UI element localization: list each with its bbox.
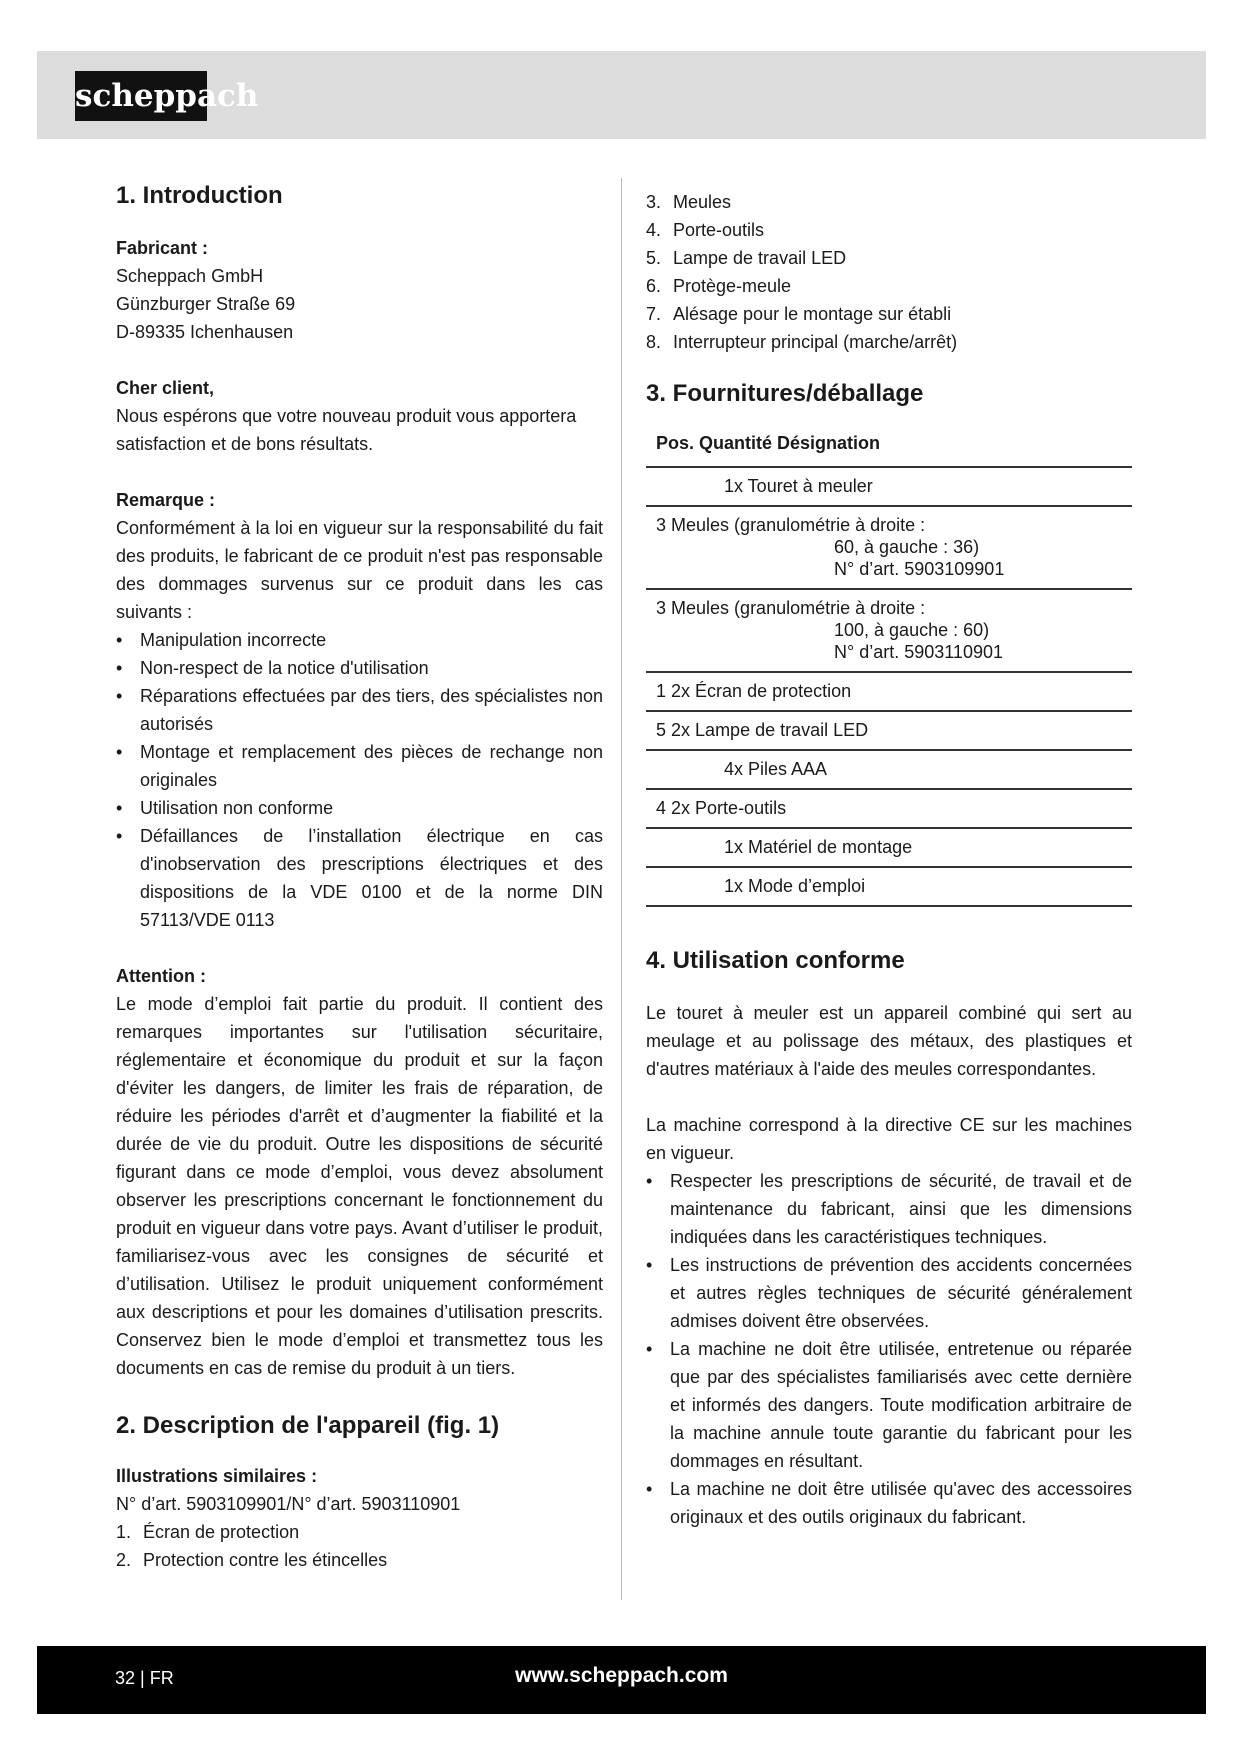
- table-header: Pos. Quantité Désignation: [646, 428, 1132, 468]
- section-title-intended-use: 4. Utilisation conforme: [646, 947, 905, 974]
- list-item: • Montage et remplacement des pièces de rechange non originales: [116, 742, 603, 790]
- list-item: 5. Lampe de travail LED: [646, 248, 847, 268]
- list-item: • La machine ne doit être utilisée qu'avec des accessoires originaux et des outils originaux du fabricant.: [646, 1479, 1132, 1527]
- table-row: 1x Mode d’emploi: [646, 868, 1132, 907]
- table-row: 3 Meules (granulométrie à droite : 100, à gauche : 60) N° d’art. 5903110901: [646, 590, 1132, 673]
- attention-text: Le mode d’emploi fait partie du produit. Il contient des remarques importantes sur l'utilisation sécuritaire, réglementaire et économique du produit et sur la façon d'éviter les dangers, de limiter les frais de réparation, de réduire les périodes d'arrêt et d’augmenter la fiabilité et la durée de vie du produit. Outre les dispositions de sécurité figurant dans ce mode d’emploi, vous devez absolument observer les prescriptions concernant le fonctionnement du produit en vigueur dans votre pays. Avant d’utiliser le produit, familiarisez-vous avec les consignes de sécurité et d’utilisation. Utilisez le produit uniquement conformément aux descriptions et pour les domaines d’utilisation prescrits. Conservez bien le mode d’emploi et transmettez tous les documents en cas de remise du produit à un tiers.: [116, 994, 603, 1378]
- table-row: 1x Touret à meuler: [646, 468, 1132, 507]
- list-item: 7. Alésage pour le montage sur établi: [646, 304, 952, 324]
- attention-label: Attention :: [116, 966, 206, 986]
- table-row: 1x Matériel de montage: [646, 829, 1132, 868]
- table-row: 3 Meules (granulométrie à droite : 60, à gauche : 36) N° d’art. 5903109901: [646, 507, 1132, 590]
- right-column: [646, 188, 1132, 1531]
- remark-text: Conformément à la loi en vigueur sur la responsabilité du fait des produits, le fabricant de ce produit n'est pas responsable des dommages survenus sur ce produit dans les cas suivants :: [116, 518, 603, 622]
- description-list-continued: [646, 188, 1132, 356]
- list-item: • Utilisation non conforme: [116, 798, 334, 818]
- list-item: 1. Écran de protection: [116, 1522, 300, 1542]
- list-item: • Non-respect de la notice d'utilisation: [116, 658, 429, 678]
- dear-customer-text: Nous espérons que votre nouveau produit vous apportera satisfaction et de bons résultats.: [116, 406, 577, 454]
- section-title-description: 2. Description de l'appareil (fig. 1): [116, 1412, 500, 1439]
- table-row: 4x Piles AAA: [646, 751, 1132, 790]
- supply-table: [646, 428, 1132, 907]
- manufacturer-line: Günzburger Straße 69: [116, 294, 296, 314]
- page-footer: [37, 1646, 1206, 1714]
- page-number: 32 | FR: [115, 1668, 174, 1688]
- list-item: • Respecter les prescriptions de sécurité, de travail et de maintenance du fabricant, ainsi que les dimensions indiquées dans les caractéristiques techniques.: [646, 1171, 1132, 1247]
- list-item: 6. Protège-meule: [646, 276, 792, 296]
- list-item: • Les instructions de prévention des accidents concernées et autres règles techniques de sécurité généralement admises doivent être observées.: [646, 1255, 1132, 1331]
- column-divider: [621, 178, 622, 1600]
- table-row: 5 2x Lampe de travail LED: [646, 712, 1132, 751]
- description-list: [116, 1518, 603, 1574]
- directive-text: La machine correspond à la directive CE sur les machines en vigueur.: [646, 1115, 1132, 1163]
- list-item: • La machine ne doit être utilisée, entretenue ou réparée que par des spécialistes familiarisés avec cette dernière et informés des dangers. Toute modification arbitraire de la machine annule toute garantie du fabricant pour les dommages en résultant.: [646, 1339, 1132, 1471]
- table-row: 4 2x Porte-outils: [646, 790, 1132, 829]
- article-numbers: N° d’art. 5903109901/N° d’art. 5903110901: [116, 1494, 461, 1514]
- intended-use-text: Le touret à meuler est un appareil combiné qui sert au meulage et au polissage des métaux, des plastiques et d'autres matériaux à l'aide des meules correspondantes.: [646, 1003, 1132, 1079]
- scheppach-logo: scheppach: [75, 71, 207, 121]
- list-item: • Réparations effectuées par des tiers, des spécialistes non autorisés: [116, 686, 603, 734]
- remark-label: Remarque :: [116, 490, 216, 510]
- manufacturer-line: Scheppach GmbH: [116, 266, 264, 286]
- list-item: • Manipulation incorrecte: [116, 630, 327, 650]
- list-item: 2. Protection contre les étincelles: [116, 1550, 388, 1570]
- remark-list: [116, 626, 603, 934]
- manufacturer-label: Fabricant :: [116, 238, 209, 258]
- website-link[interactable]: www.scheppach.com: [515, 1664, 728, 1687]
- list-item: 8. Interrupteur principal (marche/arrêt): [646, 332, 958, 352]
- page-header: [37, 51, 1206, 139]
- dear-customer-label: Cher client,: [116, 378, 215, 398]
- section-title-supply: 3. Fournitures/déballage: [646, 380, 924, 407]
- illustrations-label: Illustrations similaires :: [116, 1466, 318, 1486]
- manufacturer-line: D-89335 Ichenhausen: [116, 322, 294, 342]
- table-row: 1 2x Écran de protection: [646, 673, 1132, 712]
- list-item: 4. Porte-outils: [646, 220, 765, 240]
- list-item: 3. Meules: [646, 192, 732, 212]
- left-column: [116, 178, 603, 1574]
- section-title-introduction: 1. Introduction: [116, 182, 283, 209]
- intended-use-list: [646, 1167, 1132, 1531]
- list-item: • Défaillances de l’installation électrique en cas d'inobservation des prescriptions électriques et des dispositions de la VDE 0100 et de la norme DIN 57113/VDE 0113: [116, 826, 603, 930]
